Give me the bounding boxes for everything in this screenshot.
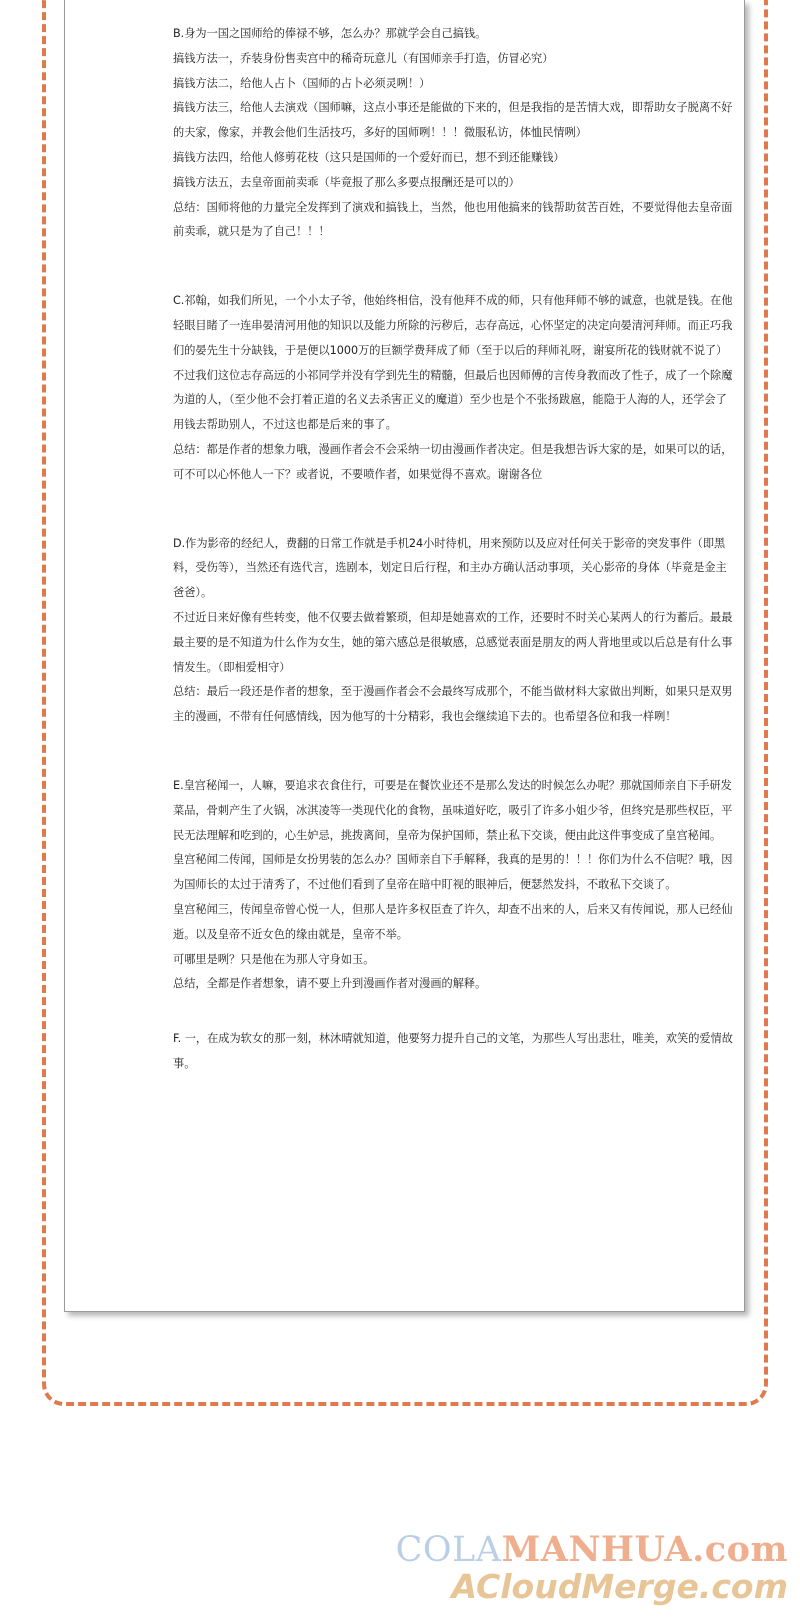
section-b-paragraph: B.身为一国之国师给的俸禄不够，怎么办？那就学会自己搞钱。 [173,27,487,40]
watermark-manhua-text: MANHUA.com [501,1529,788,1570]
section-c-summary: 总结：都是作者的想象力哦，漫画作者会不会采纳一切由漫画作者决定。但是我想告诉大家的是，如果可以的话，可不可以心怀他人一下？或者说，不要喷作者，如果觉得不喜欢。谢谢各位 [173,442,733,481]
section-b-paragraph: 搞钱方法一，乔装身份售卖宫中的稀奇玩意儿（有国师亲手打造，仿冒必究） [173,51,554,65]
section-b-summary: 总结：国师将他的力量完全发挥到了演戏和搞钱上，当然，他也用他搞来的钱帮助贫苦百姓，不要觉得他去皇帝面前卖乖，就只是为了自己！！！ [173,200,733,239]
watermark-acloudmerge-text: ACloudMerge.com [451,1567,788,1606]
section-e [173,774,737,997]
section-spacer [173,997,737,1027]
section-e-paragraph: 可哪里是咧？只是他在为那人守身如玉。 [173,952,375,966]
section-d-paragraph: 不过近日来好像有些转变，他不仅要去做着繁琐，但却是她喜欢的工作，还要时不时关心某两人的行为蓄后。最最最主要的是不知道为什么作为女生，她的第六感总是很敏感，总感觉表面是朋友的两人背地里或以后总是有什么事情发生。（即相爱相守） [173,610,733,674]
section-c-paragraph: C.祁翰，如我们所见，一个小太子爷，他始终相信，没有他拜不成的师，只有他拜师不够的诚意，也就是钱。在他轻眼目睹了一连串晏清河用他的知识以及能力所除的污秽后，志存高远，心怀坚定的决定向晏清河拜师。而正巧我们的晏先生十分缺钱，于是便以1000万的巨额学费拜成了师（至于以后的拜师礼呀，谢宴所花的钱财就不说了）不过我们这位志存高远的小祁同学并没有学到先生的精髓，但最后也因师傅的言传身教而改了性子，成了一个除魔为道的人，（至少他不会打着正道的名义去杀害正义的魔道）至少也是个不张扬跋扈，能隐于人海的人，还学会了用钱去帮助别人，不过这也都是后来的事了。 [173,294,733,432]
section-d-paragraph: D.作为影帝的经纪人，费翻的日常工作就是手机24小时待机，用来预防以及应对任何关于影帝的突发事件（即黑料，受伤等），当然还有选代言，选剧本，划定日后行程，和主办方确认活动事项，关心影帝的身体（毕竟是金主爸爸）。 [173,536,727,600]
section-e-paragraph: 皇宫秘闻三，传闻皇帝曾心悦一人，但那人是许多权臣查了许久，却查不出来的人，后来又有传闻说，那人已经仙逝。以及皇帝不近女色的缘由就是，皇帝不举。 [173,902,733,941]
section-b-paragraph: 搞钱方法三，给他人去演戏（国师嘛，这点小事还是能做的下来的，但是我指的是苦情大戏，即帮助女子脱离不好的夫家，像家，并教会他们生活技巧，多好的国师咧！！！微服私访，体恤民情咧） [173,101,733,140]
watermark-cola-text: COLA [395,1530,502,1570]
watermark-colamanhua [396,1531,788,1569]
section-c [173,289,737,487]
section-f [173,1027,737,1077]
section-spacer [173,730,737,774]
section-b-paragraph: 搞钱方法五，去皇帝面前卖乖（毕竟报了那么多要点报酬还是可以的） [173,175,520,189]
section-e-paragraph: E.皇宫秘闻一，人嘛，要追求衣食住行，可要是在餐饮业还不是那么发达的时候怎么办呢？那就国师亲自下手研发菜品，骨刺产生了火锅，冰淇凌等一类现代化的食物，虽味道好吃，吸引了许多小姐少爷，但终究是那些权臣，平民无法理解和吃到的，心生妒忌，挑拨离间，皇帝为保护国师，禁止私下交谈，便由此这件事变成了皇宫秘闻。 [173,778,733,842]
section-f-paragraph: F. 一，在成为软女的那一刻，林沐晴就知道，他要努力提升自己的文笔，为那些人写出悲壮，唯美，欢笑的爱情故事。 [173,1032,733,1070]
section-b-paragraph: 搞钱方法二，给他人占卜（国师的占卜必须灵咧！） [173,76,431,90]
section-d-summary: 总结：最后一段还是作者的想象，至于漫画作者会不会最终写成那个，不能当做材料大家做出判断，如果只是双男主的漫画，不带有任何感情线，因为他写的十分精彩，我也会继续追下去的。也希望各位和我一样咧！ [173,685,733,724]
section-d [173,532,737,730]
section-b-paragraph: 搞钱方法四，给他人修剪花枝（这只是国师的一个爱好而已，想不到还能赚钱） [173,150,565,164]
section-e-paragraph: 皇宫秘闻二传闻，国师是女扮男装的怎么办？国师亲自下手解释，我真的是男的！！！你们为什么不信呢？哦，因为国师长的太过于清秀了，不过他们看到了皇帝在暗中盯视的眼神后，便瑟然发抖，不敢私下交谈了。 [173,853,733,892]
section-spacer [173,488,737,532]
section-e-summary: 总结，全都是作者想象，请不要上升到漫画作者对漫画的解释。 [173,977,487,991]
text-document-panel [64,0,745,1312]
site-watermark [396,1531,788,1605]
document-body [173,22,737,1077]
section-b [173,22,737,245]
section-spacer [173,245,737,289]
